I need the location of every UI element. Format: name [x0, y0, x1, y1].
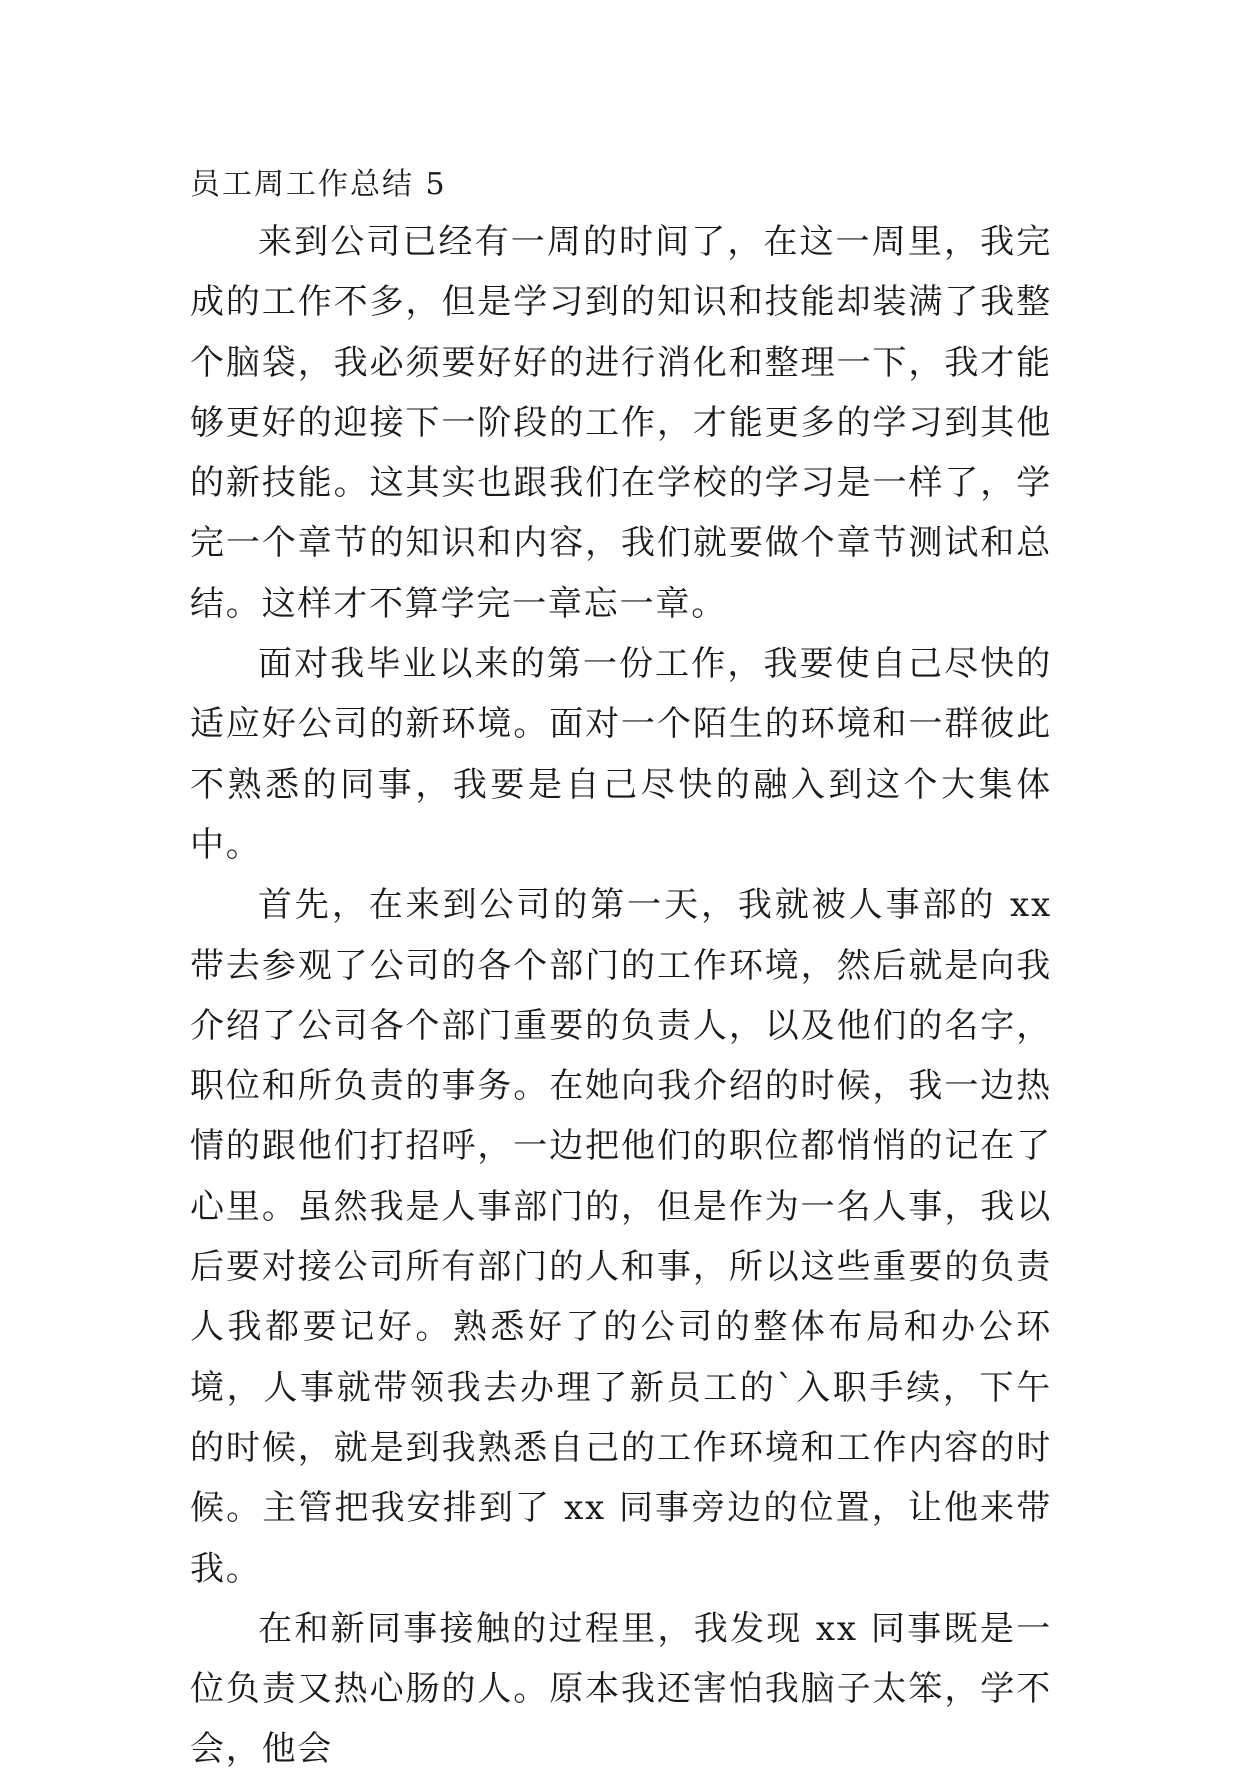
- paragraph-3: 首先，在来到公司的第一天，我就被人事部的 xx 带去参观了公司的各个部门的工作环境，然后就是向我介绍了公司各个部门重要的负责人，以及他们的名字，职位和所负责的事务。在她向我介绍的时候，我一边热情的跟他们打招呼，一边把他们的职位都悄悄的记在了心里。虽然我是人事部门的，但是作为一名人事，我以后要对接公司所有部门的人和事，所以这些重要的负责人我都要记好。熟悉好了的公司的整体布局和办公环境，人事就带领我去办理了新员工的`入职手续，下午的时候，就是到我熟悉自己的工作环境和工作内容的时候。主管把我安排到了 xx 同事旁边的位置，让他来带我。: [190, 885, 1052, 1589]
- paragraph-4: 在和新同事接触的过程里，我发现 xx 同事既是一位负责又热心肠的人。原本我还害怕我脑子太笨，学不会，他会: [190, 1608, 1052, 1770]
- paragraph-1: 来到公司已经有一周的时间了，在这一周里，我完成的工作不多，但是学习到的知识和技能却装满了我整个脑袋，我必须要好好的进行消化和整理一下，我才能够更好的迎接下一阶段的工作，才能更多的学习到其他的新技能。这其实也跟我们在学校的学习是一样了，学完一个章节的知识和内容，我们就要做个章节测试和总结。这样才不算学完一章忘一章。: [190, 222, 1052, 624]
- document-title: 员工周工作总结 5: [190, 167, 447, 202]
- document-body: [190, 158, 1052, 1780]
- paragraph-2: 面对我毕业以来的第一份工作，我要使自己尽快的适应好公司的新环境。面对一个陌生的环境和一群彼此不熟悉的同事，我要是自己尽快的融入到这个大集体中。: [190, 644, 1052, 865]
